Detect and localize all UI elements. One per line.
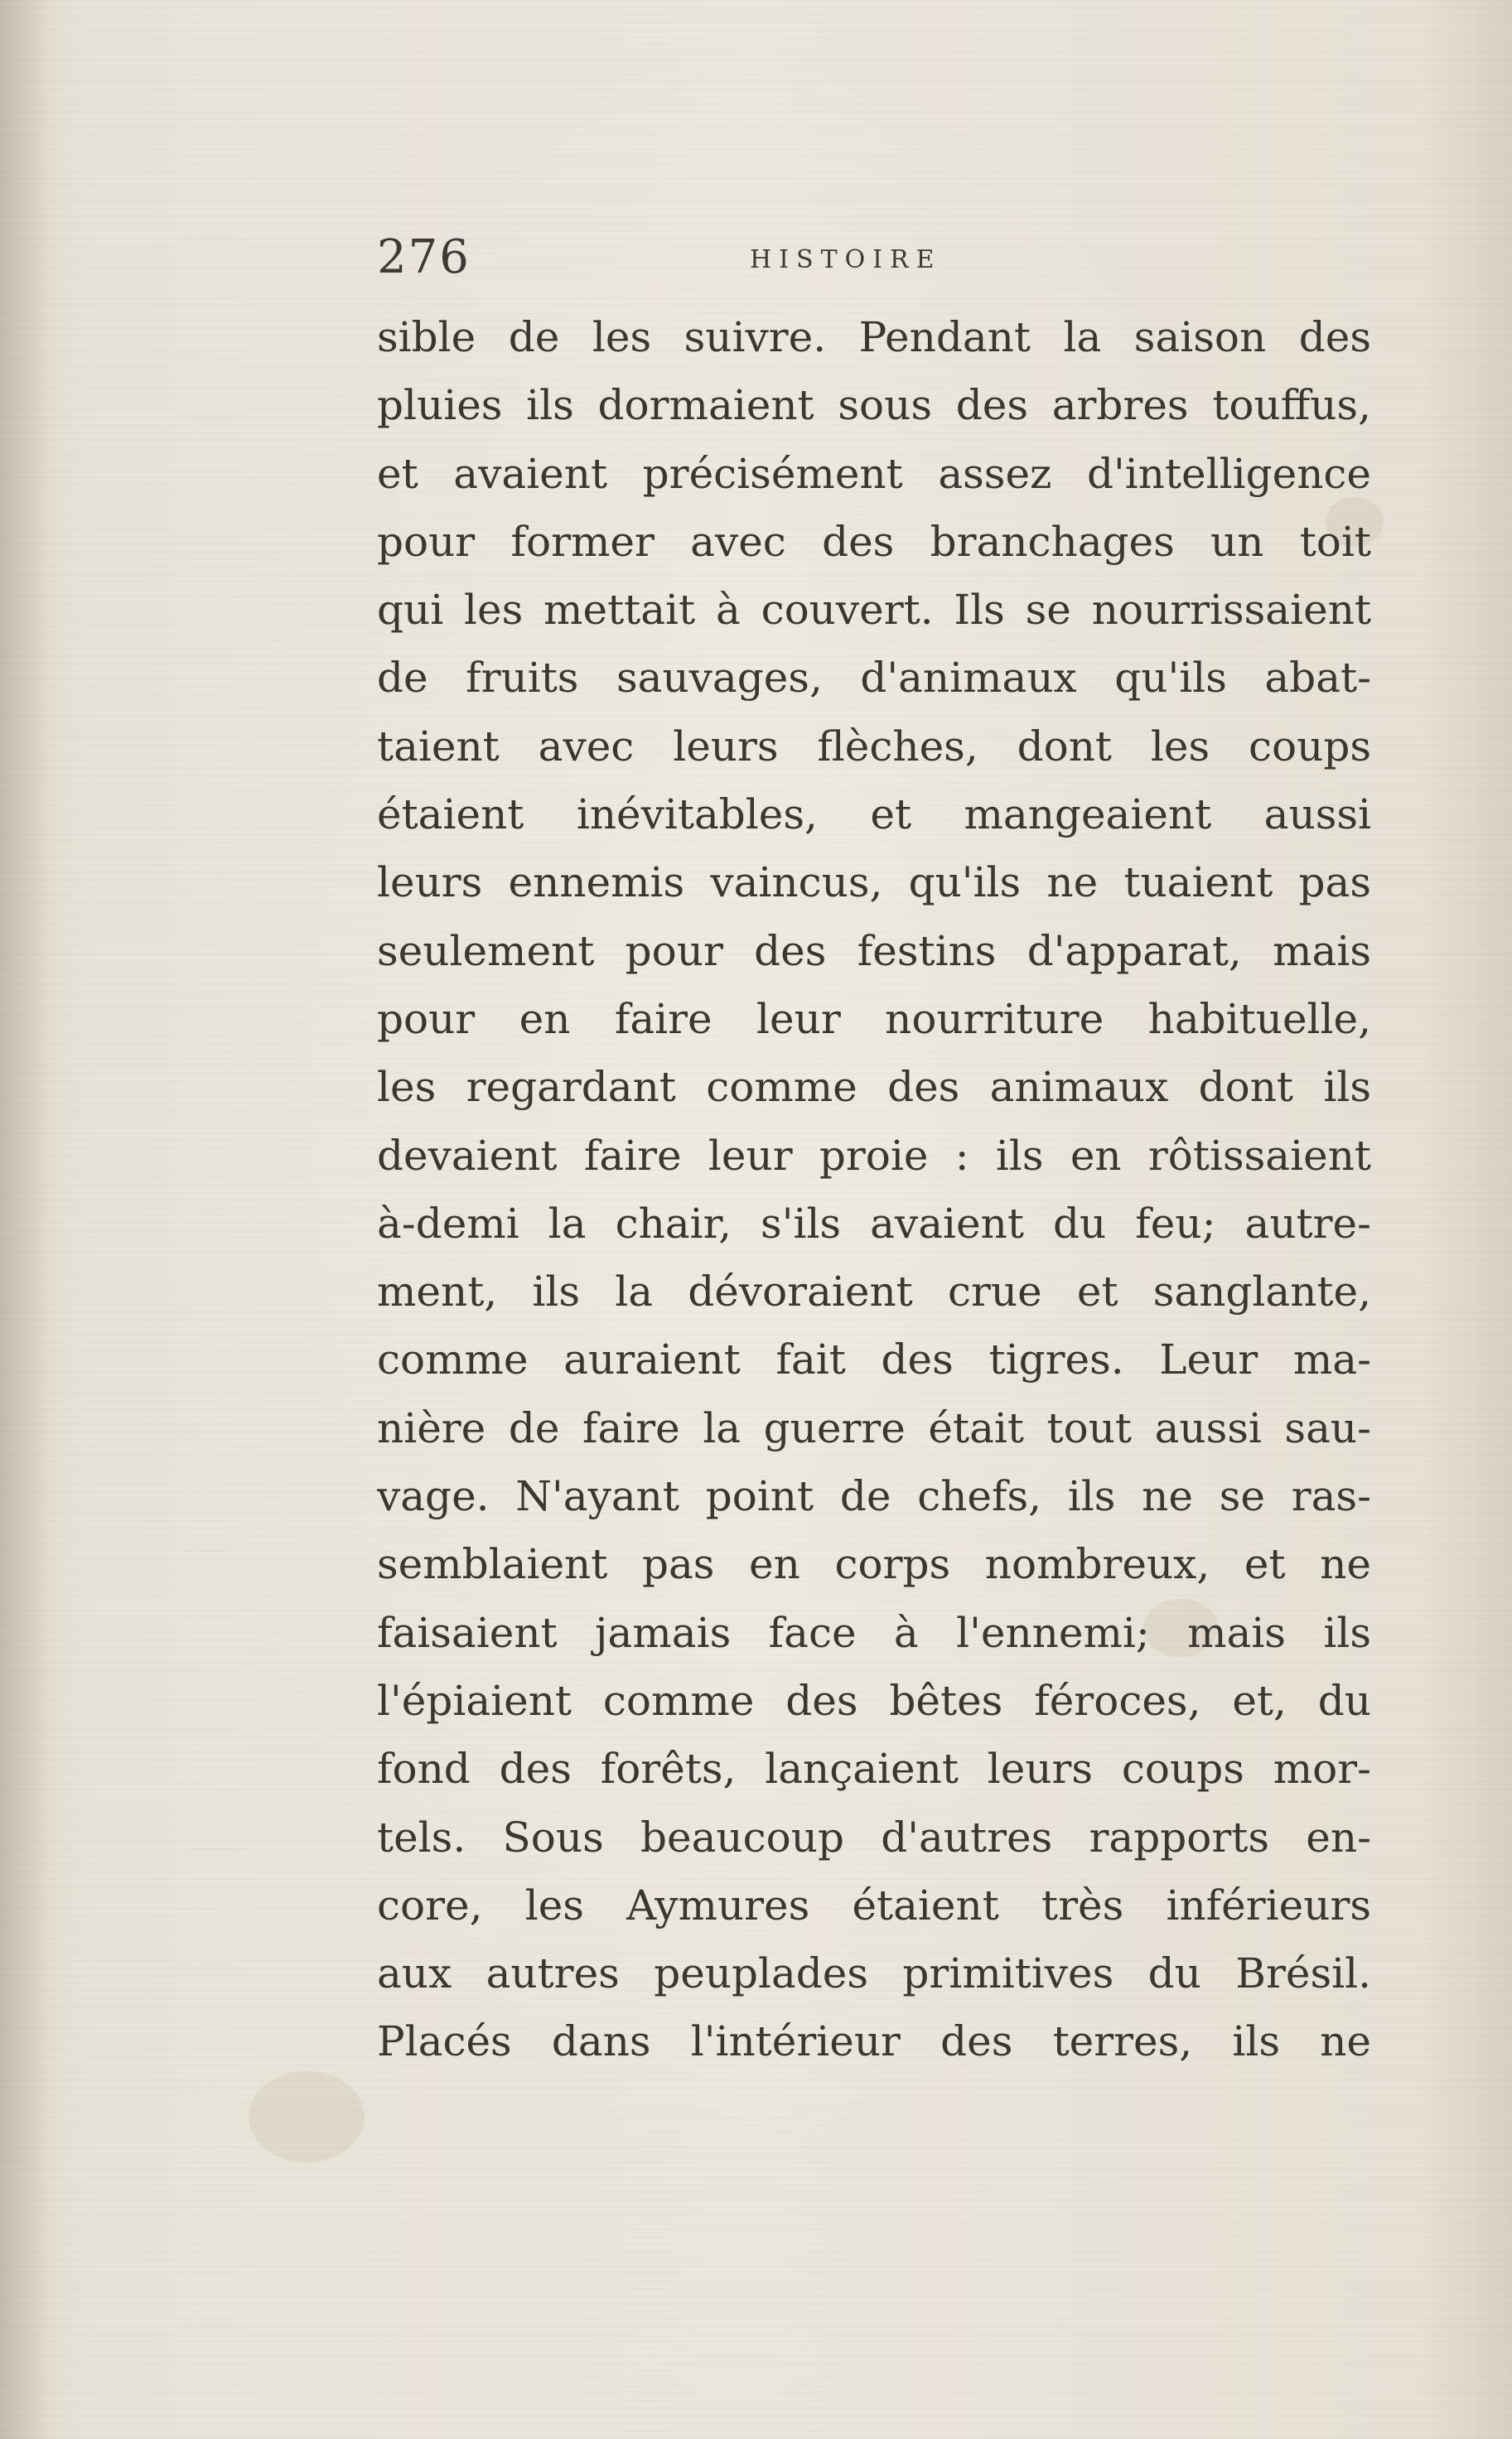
text-line: semblaient pas en corps nombreux, et ne — [377, 1540, 1371, 1589]
text-line: Placés dans l'intérieur des terres, ils ne — [377, 2017, 1371, 2066]
page-number: 276 — [377, 230, 471, 284]
paper-stain — [249, 2071, 365, 2162]
text-line: pluies ils dormaient sous des arbres touffus, — [377, 381, 1371, 430]
text-line: à-demi la chair, s'ils avaient du feu; autre- — [377, 1199, 1371, 1248]
text-line: vage. N'ayant point de chefs, ils ne se ras- — [377, 1472, 1371, 1521]
text-line: core, les Aymures étaient très inférieurs — [377, 1881, 1371, 1929]
page-edge-shadow — [0, 0, 50, 2439]
text-line: leurs ennemis vaincus, qu'ils ne tuaient pas — [377, 858, 1371, 907]
text-line: nière de faire la guerre était tout aussi sau- — [377, 1403, 1371, 1452]
text-line: tels. Sous beaucoup d'autres rapports en- — [377, 1813, 1371, 1862]
running-head — [377, 230, 1379, 288]
text-line: comme auraient fait des tigres. Leur ma- — [377, 1335, 1371, 1384]
text-line: et avaient précisément assez d'intelligence — [377, 449, 1371, 498]
body-text — [377, 303, 1371, 2076]
text-line: l'épiaient comme des bêtes féroces, et, du — [377, 1676, 1371, 1725]
text-line: fond des forêts, lançaient leurs coups mor- — [377, 1745, 1371, 1794]
running-title: HISTOIRE — [750, 245, 942, 274]
text-line: pour former avec des branchages un toit — [377, 517, 1371, 566]
text-line: faisaient jamais face à l'ennemi; mais ils — [377, 1608, 1371, 1657]
text-line: les regardant comme des animaux dont ils — [377, 1063, 1371, 1112]
text-line: de fruits sauvages, d'animaux qu'ils abat- — [377, 654, 1371, 703]
text-line: taient avec leurs flèches, dont les coups — [377, 722, 1371, 770]
text-line: pour en faire leur nourriture habituelle, — [377, 994, 1371, 1043]
text-line: ment, ils la dévoraient crue et sanglante, — [377, 1268, 1371, 1316]
text-line: aux autres peuplades primitives du Brésil. — [377, 1949, 1371, 1998]
text-line: sible de les suivre. Pendant la saison des — [377, 313, 1371, 361]
text-line: étaient inévitables, et mangeaient aussi — [377, 790, 1371, 839]
text-line: devaient faire leur proie : ils en rôtissaient — [377, 1131, 1371, 1180]
text-line: seulement pour des festins d'apparat, mais — [377, 926, 1371, 975]
text-line: qui les mettait à couvert. Ils se nourrissaient — [377, 586, 1371, 635]
